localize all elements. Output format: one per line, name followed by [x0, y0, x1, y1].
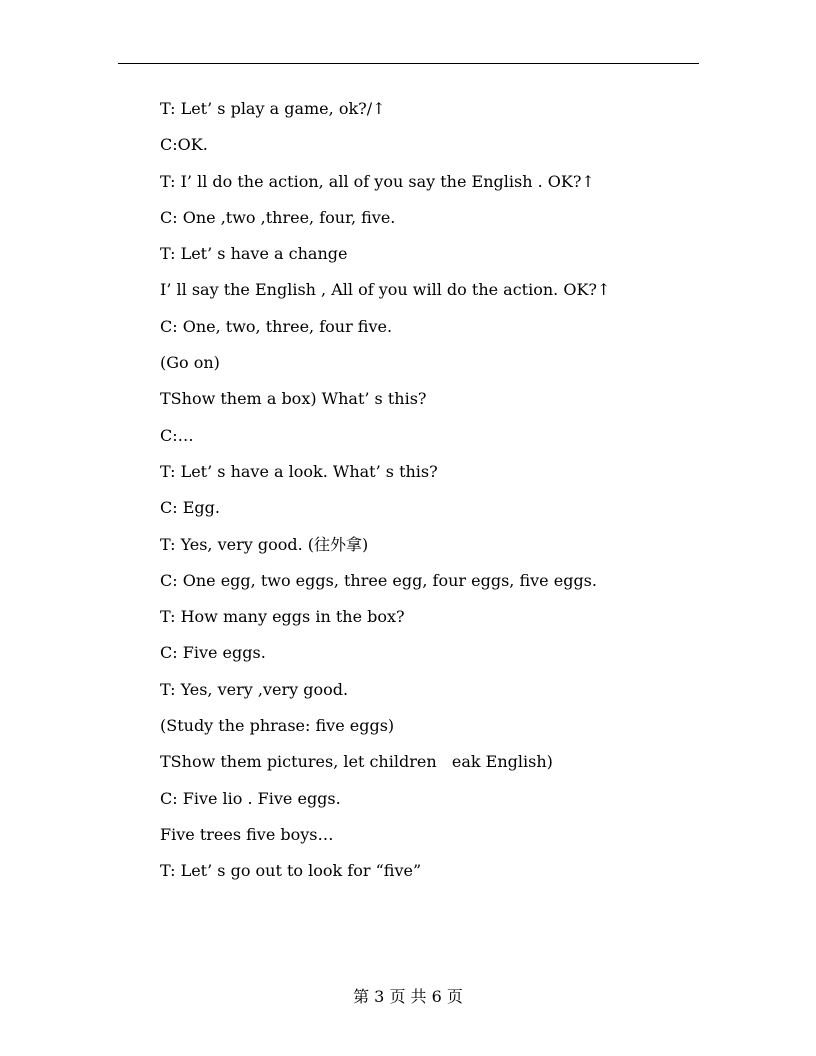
text-line: Five trees five boys… — [160, 824, 334, 844]
text-line: (Study the phrase: five eggs) — [160, 716, 395, 736]
text-line: T: Let’ s play a game, ok?/↑ — [160, 99, 386, 118]
text-line: T: I’ ll do the action, all of you say the English . OK?↑ — [160, 171, 595, 191]
header-rule — [118, 63, 699, 64]
text-line: C:OK. — [160, 135, 208, 155]
text-line: C: Egg. — [160, 498, 220, 518]
text-line: C:… — [160, 425, 194, 445]
text-line: T: Yes, very ,very good. — [160, 679, 349, 699]
text-line: T: Let’ s have a look. What’ s this? — [160, 461, 438, 481]
page-number-footer: 第 3 页 共 6 页 — [353, 987, 463, 1006]
text-line: C: Five lio . Five eggs. — [160, 788, 341, 808]
document-body — [160, 94, 720, 893]
text-line: (Go on) — [160, 353, 220, 373]
text-line: TShow them pictures, let children eak English) — [160, 752, 553, 772]
text-line: TShow them a box) What’ s this? — [160, 389, 427, 409]
text-line: C: Five eggs. — [160, 643, 266, 663]
text-line: T: Yes, very good. (往外拿) — [160, 534, 369, 554]
text-line: C: One egg, two eggs, three egg, four eggs, five eggs. — [160, 570, 597, 590]
text-line: C: One, two, three, four five. — [160, 316, 393, 336]
text-line: C: One ,two ,three, four, five. — [160, 207, 396, 227]
text-line: I’ ll say the English , All of you will do the action. OK?↑ — [160, 280, 611, 300]
text-line: T: Let’ s go out to look for “five” — [160, 861, 422, 881]
text-line: T: How many eggs in the box? — [160, 607, 405, 627]
text-line: T: Let’ s have a change — [160, 244, 348, 264]
